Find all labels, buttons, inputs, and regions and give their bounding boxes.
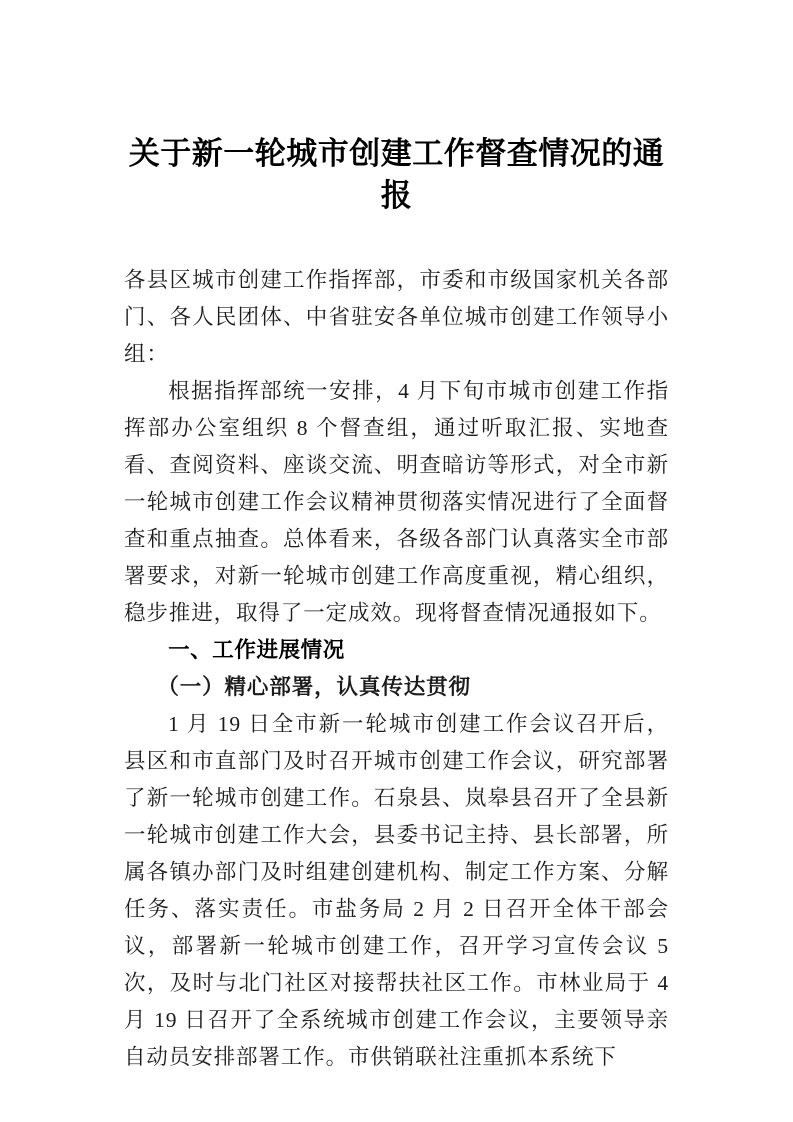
document-body — [124, 0, 669, 1076]
intro-paragraph: 根据指挥部统一安排，4 月下旬市城市创建工作指挥部办公室组织 8 个督查组，通过听取汇报、实地查看、查阅资料、座谈交流、明查暗访等形式，对全市新一轮城市创建工作会议精神贯彻落实情况进行了全面督查和重点抽查。总体看来，各级各部门认真落实全市部署要求，对新一轮城市创建工作高度重视，精心组织，稳步推进，取得了一定成效。现将督查情况通报如下。 — [124, 379, 669, 625]
page-title: 关于新一轮城市创建工作督查情况的通报 — [128, 136, 665, 213]
subsection-1-paragraph: 1 月 19 日全市新一轮城市创建工作会议召开后，县区和市直部门及时召开城市创建工作会议，研究部署了新一轮城市创建工作。石泉县、岚皋县召开了全县新一轮城市创建工作大会，县委书记主持、县长部署，所属各镇办部门及时组建创建机构、制定工作方案、分解任务、落实责任。市盐务局 2 月 2 日召开全体干部会议，部署新一轮城市创建工作，召开学习宣传会议 5 次，及时与北门社区对接帮扶社区工作。市林业局于 4 月 19 日召开了全系统城市创建工作会议，主要领导亲自动员安排部署工作。市供销联社注重抓本系统下 — [124, 712, 669, 1069]
subsection-heading-1: （一）精心部署，认真传达贯彻 — [157, 675, 471, 699]
section-heading-1: 一、工作进展情况 — [168, 638, 345, 662]
salutation-paragraph: 各县区城市创建工作指挥部，市委和市级国家机关各部门、各人民团体、中省驻安各单位城市创建工作领导小组： — [124, 268, 669, 366]
